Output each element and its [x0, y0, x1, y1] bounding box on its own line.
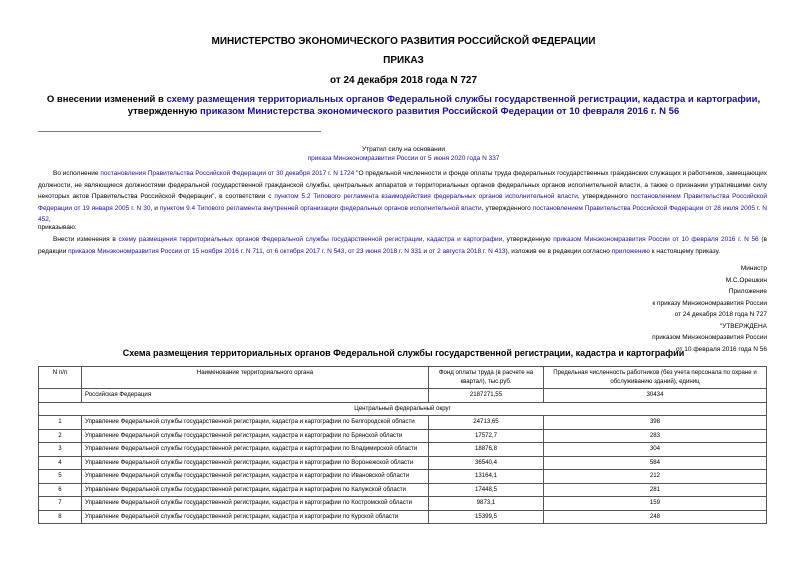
- table-row: [39, 470, 767, 484]
- text-run: (в редакции: [38, 236, 767, 255]
- approved-by: приказом Минэкономразвития России: [652, 334, 767, 341]
- row-fund: 36540,4: [429, 456, 544, 470]
- text-run: ,: [344, 247, 349, 255]
- table-row: [39, 456, 767, 470]
- row-fund: 15399,5: [429, 510, 544, 524]
- text-run: Во исполнение: [53, 170, 101, 177]
- row-fund: 17572,7: [429, 429, 544, 443]
- row-name: Управление Федеральной службы государственной регистрации, кадастра и картографии по Костромской области: [82, 497, 429, 511]
- row-num: 1: [39, 416, 82, 430]
- row-name: Управление Федеральной службы государственной регистрации, кадастра и картографии по Калужской области: [82, 483, 429, 497]
- row-count: 398: [544, 416, 767, 430]
- row-fund: 13164,1: [429, 470, 544, 484]
- subject-prefix: О внесении изменений в: [46, 94, 167, 105]
- text-run: , и: [150, 204, 160, 212]
- lost-force-note: Утратил силу на основании: [361, 146, 446, 153]
- table-row: [39, 483, 767, 497]
- order-word: приказываю:: [38, 224, 77, 231]
- clause-5-2-link[interactable]: пунктом 5.2 Типового регламента взаимодействия федеральных органов исполнительной власти: [274, 193, 578, 201]
- text-run: , утвержденную: [502, 236, 554, 243]
- total-count: 30434: [544, 389, 767, 403]
- row-count: 584: [544, 456, 767, 470]
- table-title: Схема размещения территориальных органов Федеральной службы государственной регистрации, кадастра и картографии: [122, 348, 685, 358]
- table-header-row: [39, 367, 767, 389]
- doc-type: ПРИКАЗ: [383, 55, 424, 66]
- signer-name: М.С.Орешкин: [725, 276, 767, 284]
- row-fund: 17448,5: [429, 483, 544, 497]
- clause-9-4-link[interactable]: пунктом 9.4 Типового регламента внутренней организации федеральных органов исполнительной власти: [159, 204, 482, 212]
- decree-30-link[interactable]: постановлением Правительства Российской Федерации от 19 января 2005 г. N 30: [38, 193, 767, 212]
- text-run: , утвержденного: [577, 193, 631, 201]
- order-56-link[interactable]: приказом Министерства экономического развития Российской Федерации от 10 февраля 2016 г. N 56: [200, 106, 680, 117]
- decree-452-link[interactable]: постановлением Правительства Российской Федерации от 28 июля 2005 г. N 452: [38, 204, 767, 224]
- row-name: Управление Федеральной службы государственной регистрации, кадастра и картографии по Владимирской области: [82, 443, 429, 457]
- row-num: 2: [39, 429, 82, 443]
- appendix-link[interactable]: приложению: [611, 247, 650, 255]
- preamble-paragraph: [38, 168, 767, 226]
- row-name: Управление Федеральной службы государственной регистрации, кадастра и картографии по Ивановской области: [82, 470, 429, 484]
- row-num: 6: [39, 483, 82, 497]
- row-name: Управление Федеральной службы государственной регистрации, кадастра и картографии по Воронежской области: [82, 456, 429, 470]
- appendix-label: Приложение: [728, 288, 767, 295]
- table-row: [39, 416, 767, 430]
- scheme-table: [38, 366, 767, 524]
- row-count: 281: [544, 483, 767, 497]
- order-543-link[interactable]: от 6 октября 2017 г. N 543: [266, 247, 345, 255]
- col-num-header: N п/п: [39, 367, 82, 389]
- row-count: 248: [544, 510, 767, 524]
- operative-paragraph: [38, 234, 767, 257]
- order-56-link-2[interactable]: приказом Минэкономразвития России от 10 февраля 2016 г. N 56: [553, 236, 759, 243]
- text-run: ), изложив ее в редакции согласно: [505, 247, 612, 255]
- row-count: 283: [544, 429, 767, 443]
- row-count: 159: [544, 497, 767, 511]
- signer-position: Министр: [740, 265, 767, 272]
- table-row: [39, 510, 767, 524]
- scheme-link[interactable]: схему размещения территориальных органов Федеральной службы государственной регистрации, кадастра и картографии: [166, 94, 758, 105]
- total-num: [39, 389, 82, 403]
- appendix-to-order: к приказу Минэкономразвития России: [652, 299, 767, 307]
- total-fund: 2187271,55: [429, 389, 544, 403]
- text-run: , утвержденного: [481, 204, 533, 212]
- row-name: Управление Федеральной службы государственной регистрации, кадастра и картографии по Брянской области: [82, 429, 429, 443]
- row-fund: 9873,1: [429, 497, 544, 511]
- text-run: и: [421, 247, 429, 255]
- col-count-header: Предельная численность работников (без учета персонала по охране и обслуживанию зданий), единиц: [544, 367, 767, 389]
- row-count: 212: [544, 470, 767, 484]
- district-name: Центральный федеральный округ: [39, 402, 767, 416]
- text-run: к настоящему приказу.: [649, 247, 720, 255]
- row-num: 7: [39, 497, 82, 511]
- order-711-link[interactable]: приказов Минэкономразвития России от 15 ноября 2016 г. N 711: [68, 247, 263, 255]
- table-row: [39, 429, 767, 443]
- order-413-link[interactable]: от 2 августа 2018 г. N 413: [428, 247, 506, 255]
- ministry-heading: МИНИСТЕРСТВО ЭКОНОМИЧЕСКОГО РАЗВИТИЯ РОССИЙСКОЙ ФЕДЕРАЦИИ: [211, 36, 596, 47]
- doc-date: от 24 декабря 2018 года N 727: [329, 75, 478, 86]
- divider: [38, 131, 321, 132]
- col-name-header: Наименование территориального органа: [82, 367, 429, 389]
- signature-block: [652, 263, 767, 355]
- col-fund-header: Фонд оплаты труда (в расчете на квартал), тыс.руб.: [429, 367, 544, 389]
- row-count: 304: [544, 443, 767, 457]
- row-num: 3: [39, 443, 82, 457]
- doc-subject: [40, 94, 767, 118]
- appendix-order-date: от 24 декабря 2018 года N 727: [674, 311, 767, 318]
- approved-label: "УТВЕРЖДЕНА: [719, 322, 767, 330]
- row-name: Управление Федеральной службы государственной регистрации, кадастра и картографии по Курской области: [82, 510, 429, 524]
- total-row: [39, 389, 767, 403]
- decree-1724-link[interactable]: постановления Правительства Российской Федерации от 30 декабря 2017 г. N 1724: [100, 170, 355, 177]
- row-num: 4: [39, 456, 82, 470]
- district-row: [39, 402, 767, 416]
- approved-date: от 10 февраля 2016 года N 56: [676, 345, 767, 353]
- scheme-link-2[interactable]: схему размещения территориальных органов Федеральной службы государственной регистрации, кадастра и картографии: [118, 236, 503, 243]
- total-name: Российская Федерация: [82, 389, 429, 403]
- row-num: 5: [39, 470, 82, 484]
- subject-middle: , утвержденную: [127, 94, 761, 117]
- order-331-link[interactable]: от 23 июня 2018 г. N 331: [348, 247, 422, 255]
- row-num: 8: [39, 510, 82, 524]
- text-run: ,: [262, 247, 267, 255]
- row-name: Управление Федеральной службы государственной регистрации, кадастра и картографии по Белгородской области: [82, 416, 429, 430]
- table-row: [39, 497, 767, 511]
- lost-force-link[interactable]: приказа Минэкономразвития России от 5 июня 2020 года N 337: [307, 155, 500, 162]
- table-row: [39, 443, 767, 457]
- row-fund: 18876,8: [429, 443, 544, 457]
- text-run: "О предельной численности и фонде оплаты труда федеральных государственных гражданских служащих и работников, замещающих должности, не являющиеся должностями федеральной государственной гражданской службы, центральных аппаратов и территориальных органов федеральных органов исполнительной власти, а также о признании утратившими силу некоторых актов Правительства Российской Федерации", в соответствии с: [38, 170, 767, 201]
- row-fund: 24713,65: [429, 416, 544, 430]
- text-run: Внести изменения в: [53, 236, 119, 243]
- text-run: ,: [48, 216, 51, 224]
